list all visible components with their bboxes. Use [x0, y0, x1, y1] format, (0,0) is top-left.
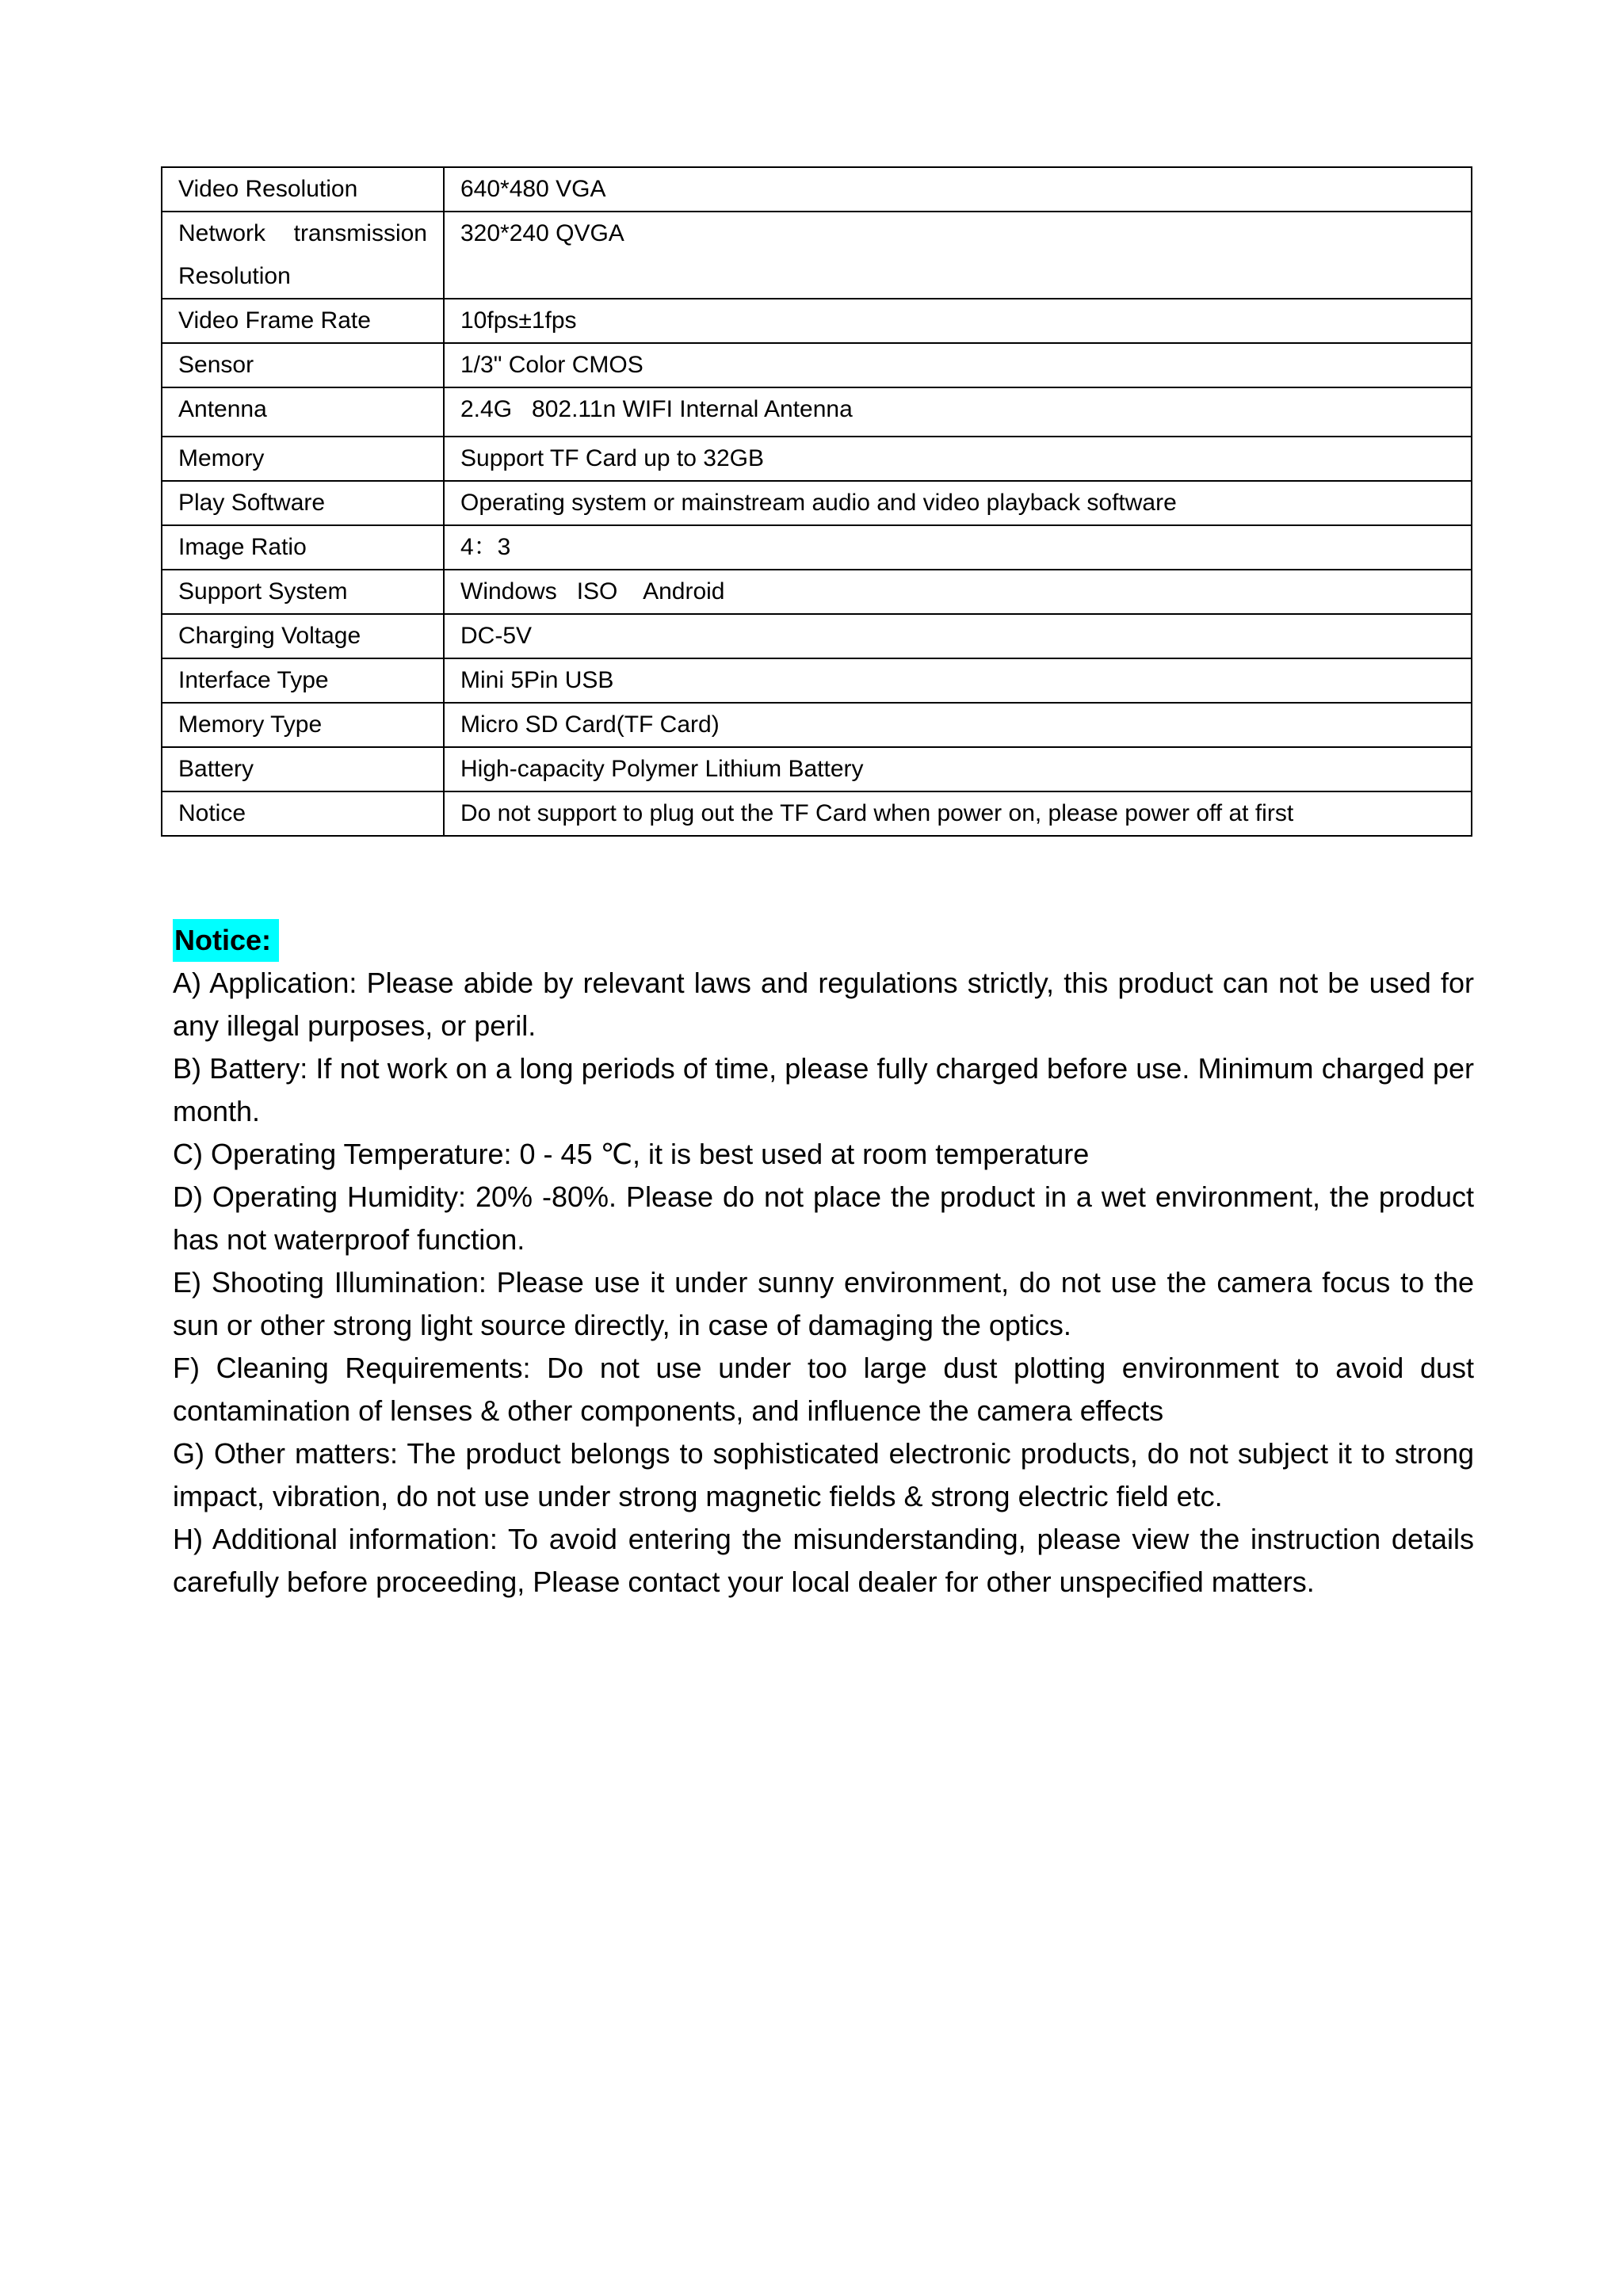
spec-value: Micro SD Card(TF Card): [444, 703, 1472, 747]
spec-label: Battery: [162, 747, 444, 791]
table-row: [162, 343, 1472, 387]
table-row: [162, 614, 1472, 658]
spec-label: Memory Type: [162, 703, 444, 747]
spec-label: Sensor: [162, 343, 444, 387]
table-row: [162, 481, 1472, 525]
spec-value: 4：3: [444, 525, 1472, 570]
notice-item-additional-info: H) Additional information: To avoid entering the misunderstanding, please view the instruction details carefully before proceeding, Please contact your local dealer for other unspecified matters.: [173, 1523, 1474, 1598]
spec-label: Charging Voltage: [162, 614, 444, 658]
table-row: [162, 212, 1472, 299]
spec-value: 2.4G 802.11n WIFI Internal Antenna: [444, 387, 1472, 437]
table-row: [162, 658, 1472, 703]
spec-value: Mini 5Pin USB: [444, 658, 1472, 703]
table-row: [162, 703, 1472, 747]
notice-item-humidity: D) Operating Humidity: 20% -80%. Please do not place the product in a wet environment, the product has not waterproof function.: [173, 1180, 1474, 1256]
spec-label: Support System: [162, 570, 444, 614]
notice-item-cleaning: F) Cleaning Requirements: Do not use under too large dust plotting environment to avoid dust contamination of lenses & other components, and influence the camera effects: [173, 1352, 1474, 1427]
spec-value: 320*240 QVGA: [444, 212, 1472, 299]
spec-label: Notice: [162, 791, 444, 836]
spec-label: Antenna: [162, 387, 444, 437]
spec-value: 640*480 VGA: [444, 167, 1472, 212]
spec-value: 10fps±1fps: [444, 299, 1472, 343]
notice-item-other-matters: G) Other matters: The product belongs to sophisticated electronic products, do not subject it to strong impact, vibration, do not use under strong magnetic fields & strong electric field etc.: [173, 1437, 1474, 1512]
table-row: [162, 299, 1472, 343]
spec-label: Memory: [162, 437, 444, 481]
spec-value: High-capacity Polymer Lithium Battery: [444, 747, 1472, 791]
notice-section: [173, 919, 1474, 1604]
notice-item-illumination: E) Shooting Illumination: Please use it under sunny environment, do not use the camera focus to the sun or other strong light source directly, in case of damaging the optics.: [173, 1266, 1474, 1341]
spec-label: Network transmission Resolution: [162, 212, 444, 299]
notice-item-application: A) Application: Please abide by relevant laws and regulations strictly, this product can not be used for any illegal purposes, or peril.: [173, 967, 1474, 1042]
spec-label: Video Resolution: [162, 167, 444, 212]
notice-item-battery: B) Battery: If not work on a long periods of time, please fully charged before use. Minimum charged per month.: [173, 1052, 1474, 1127]
spec-value: 1/3" Color CMOS: [444, 343, 1472, 387]
table-row: [162, 387, 1472, 437]
notice-heading: Notice:: [173, 919, 279, 962]
spec-value: Windows ISO Android: [444, 570, 1472, 614]
specification-table: [161, 166, 1472, 837]
spec-label: Play Software: [162, 481, 444, 525]
table-row: [162, 791, 1472, 836]
table-row: [162, 570, 1472, 614]
spec-value: Do not support to plug out the TF Card when power on, please power off at first: [444, 791, 1472, 836]
spec-label: Video Frame Rate: [162, 299, 444, 343]
spec-value: DC-5V: [444, 614, 1472, 658]
table-row: [162, 437, 1472, 481]
table-row: [162, 525, 1472, 570]
spec-value: Operating system or mainstream audio and video playback software: [444, 481, 1472, 525]
table-row: [162, 167, 1472, 212]
spec-label: Interface Type: [162, 658, 444, 703]
spec-value: Support TF Card up to 32GB: [444, 437, 1472, 481]
notice-item-temperature: C) Operating Temperature: 0 - 45 ℃, it is best used at room temperature: [173, 1138, 1090, 1170]
spec-label: Image Ratio: [162, 525, 444, 570]
table-row: [162, 747, 1472, 791]
